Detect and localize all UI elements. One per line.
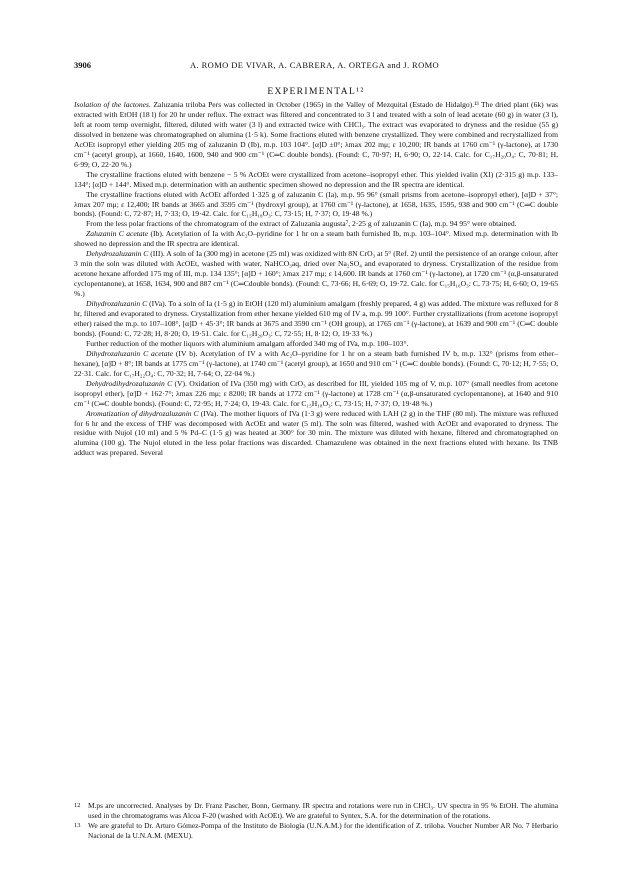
- paragraph-heading: Zaluzanin C acetate: [86, 229, 149, 239]
- footnotes: [74, 801, 558, 841]
- paragraph-heading: Isolation of the lactones.: [74, 100, 151, 109]
- paragraph-text: From the less polar fractions of the chromatogram of the extract of Zaluzania augusta⁷, 2·25 g of zaluzanin C (Ia), m.p. 94 95° were obtained.: [86, 219, 517, 229]
- paragraph-text: (V). Oxidation of IVa (350 mg) with CrO₃ as described for III, yielded 105 mg of V, m.p. 107° (small needles from acetone isopropyl ether), [α]D + 162·7°; λmax 226 mμ; ε 8200; IR bands at 1772 cm⁻¹ (γ-lactone) at 1728 cm⁻¹ (α,β-unsaturated cyclopentanone), at 1640 and 910 cm⁻¹ (C═C double bonds). (Found: C, 72·95; H, 7·24; O, 19·43. Calc. for C₁₅H₁₈O₃: C, 73·15; H, 7·37; O, 19·48 %.): [74, 378, 558, 408]
- footnote-mark: 12: [74, 802, 81, 809]
- footnote-mark: 13: [74, 822, 81, 830]
- paragraph-ivalin: [74, 170, 558, 190]
- paragraph-heading: Dihydrozaluzanin C acetate: [86, 348, 173, 358]
- paragraph-heading: Dehydrodihydrozaluzanin C: [86, 378, 173, 388]
- paragraph-text: Further reduction of the mother liquors with aluminium amalgam afforded 340 mg of IVa, m.p. 100–103°.: [86, 338, 409, 348]
- paragraph-dehydro: [74, 249, 558, 299]
- body-text: [74, 100, 558, 458]
- page-header: [74, 60, 558, 74]
- paragraph-heading: Dehydrozaluzanin C: [86, 249, 149, 259]
- paragraph-text: The crystalline fractions eluted with AcOEt afforded 1·325 g of zaluzanin C (Ia), m.p. 95 96° (small prisms from acetone–isopropyl ether), [α]D + 37°; λmax 207 mμ; ε 12,400; IR bands at 3665 and 3595 cm⁻¹ (hydroxyl group), at 1760 cm⁻¹ (γ-lactone), at 1658, 1635, 1595, 938 and 900 cm⁻¹ (C═C double bonds). (Found: C, 72·87; H, 7·33; O, 19·42. Calc. for C₁₅H₁₈O₃: C, 73·15; H, 7·37; O, 19·48 %.): [74, 189, 558, 219]
- paragraph-aromatization: [74, 409, 558, 459]
- paragraph-heading: Dihydrozaluzanin C: [86, 299, 148, 309]
- running-head: A. ROMO DE VIVAR, A. CABRERA, A. ORTEGA and J. ROMO: [190, 60, 440, 70]
- paragraph-text: Zaluzania triloba Pers was collected in October (1965) in the Valley of Mezquital (Estado de Hidalgo).¹³ The dried plant (6k) was extracted with EtOH (18 l) for 20 hr under reflux. The extract was filtered and concentrated to 3 l and treated with a soln of lead acetate (60 g) in water (3 l), left at room temp overnight, filtered, diluted with water (3 l) and extracted twice with CHCl₃. The extract was evaporated to dryness and the residue (55 g) dissolved in benzene was chromatographed on alumina (1·5 k). Some fractions eluted with benzene crystallized. They were combined and recrystallized from AcOEt isopropyl ether yielding 205 mg of zaluzanin D (Ib), m.p. 103 104°. [α]D ±0°; λmax 202 mμ; ε 10,200; IR bands at 1760 cm⁻¹ (γ-lactone), at 1730 cm⁻¹ (acetyl group), at 1660, 1640, 1600, 940 and 900 cm⁻¹ (C═C double bonds). (Found: C, 70·97; H, 6·90; O, 22·14. Calc. for C₁₇H₂₀O₄: C, 70·81; H, 6·99; O, 22·20 %.): [74, 100, 558, 169]
- paragraph-heading: Aromatization of dihydrozaluzanin C: [86, 408, 199, 418]
- paragraph-dihydro: [74, 299, 558, 339]
- page-number: 3906: [74, 60, 91, 70]
- paragraph-text: (III). A soln of Ia (300 mg) in acetone (25 ml) was oxidized with 8N CrO₃ at 5° (Ref. 2) until the persistence of an orange colour, after 3 min the soln was diluted with AcOEt, washed with water, NaHCO₃aq, dried over Na₂SO₄ and evaporated to dryness. Crystallization of the residue from acetone hexane afforded 175 mg of III, m.p. 134 135°; [α]D + 160°; λmax 217 mμ; ε 14,600. IR bands at 1760 cm⁻¹ (γ-lactone), at 1720 cm⁻¹ (α,β-unsaturated cyclopentanone), at 1658, 1634, 900 and 887 cm⁻¹ (C═Cdouble bonds). (Found: C, 73·66; H, 6·69; O, 19·72. Calc. for C₁₅H₁₆O₃: C, 73·75; H, 6·60; O, 19·65 %.): [74, 249, 558, 299]
- paragraph-text: The crystalline fractions eluted with benzene − 5 % AcOEt were crystallized from acetone–isopropyl ether. This yielded ivalin (XI) (2·315 g) m.p. 133–134°; [α]D + 144°. Mixed m.p. determination with an authentic specimen showed no depression and the IR spectra are identical.: [74, 169, 558, 189]
- paragraph-text: (IV b). Acetylation of IV a with Ac₂O–pyridine for 1 hr on a steam bath furnished IV b, m.p. 132° (prisms from ether–hexane), [α]D + 8°; IR bands at 1775 cm⁻¹ (γ-lactone), at 1740 cm⁻¹ (acetyl group), at 1650 and 910 cm⁻¹ (C═C double bonds). (Found: C, 70·12; H, 7·55; O, 22·31. Calc. for C₁₇H₂₂O₄: C, 70·32; H, 7·64; O, 22·04 %.): [74, 348, 558, 378]
- footnote: [74, 801, 558, 820]
- paragraph-text: (Ib). Acetylation of Ia with Ac₂O–pyridine for 1 hr on a steam bath furnished Ib, m.p. 103–104°. Mixed m.p. determination with Ib showed no depression and the IR spectra are identical.: [74, 229, 559, 249]
- section-title: EXPERIMENTAL¹²: [267, 87, 365, 97]
- paragraph-augusta: [74, 219, 558, 229]
- paragraph-dihydro-acetate: [74, 349, 558, 379]
- paragraph-text: (IVa). To a soln of Ia (1·5 g) in EtOH (120 ml) aluminium amalgam (freshly prepared, 4 g) was added. The mixture was refluxed for 8 hr, filtered and evaporated to dryness. Crystallization from ether hexane yielded 610 mg of IV a, m.p. 99 100°. Further crystallizations (from acetone isopropyl ether) raised the m.p. to 107–108°, [α]D + 45·3°; IR bands at 3675 and 3590 cm⁻¹ (OH group), at 1765 cm⁻¹ (γ-lactone), at 1639 and 900 cm⁻¹ (C═C double bonds). (Found: C, 72·28; H, 8·20; O, 19·51. Calc. for C₁₅H₂₀O₃: C, 72·55; H, 8·12; O, 19·33 %.): [74, 299, 559, 338]
- paragraph-zaluzanin-c: [74, 190, 558, 220]
- footnote-text: We are grateful to Dr. Arturo Gómez-Pompa of the Instituto de Biología (U.N.A.M.) for the identification of Z. triloba. Voucher Number AR No. 7 Herbario Nacional de la U.N.A.M. (MEXU).: [88, 821, 558, 840]
- paragraph-acetate: [74, 229, 558, 249]
- paragraph-mother-liquors: [74, 339, 558, 349]
- paragraph-dehydrodihydro: [74, 379, 558, 409]
- paragraph-isolation: [74, 100, 558, 170]
- footnote: [74, 821, 558, 840]
- footnote-text: M.ps are uncorrected. Analyses by Dr. Franz Pascher, Bonn, Germany. IR spectra and rotations were run in CHCl₃. UV spectra in 95 % EtOH. The alumina used in the chromatograms was Alcoa F-20 (washed with AcOEt). We are grateful to Syntex, S.A. for the determination of the rotations.: [88, 801, 558, 820]
- paragraph-text: (IVa). The mother liquors of IVa (1·3 g) were reduced with LAH (2 g) in the THF (80 ml). The mixture was refluxed for 6 hr and the excess of THF was decomposed with AcOEt and water (5 ml). The soln was filtered, washed with AcOEt and evaporated to dryness. The residue with Nujol (10 ml) and 5 % Pd–C (1·5 g) was heated at 300° for 30 min. The mixture was diluted with hexane, filtered and chromatographed on alumina (100 g). The Nujol eluted in the less polar fractions was discarded. Chamazulene was obtained in the next fractions eluted with hexane. Its TNB adduct was prepared. Several: [74, 408, 558, 458]
